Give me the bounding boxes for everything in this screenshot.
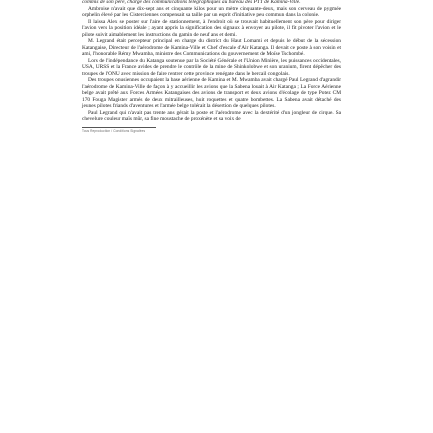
- paragraph: M. Legrand était percepteur principal en charge du district du Haut Lomami et depuis le début de la sécession Katangaise, Directeur de l'aérodrome de Kamina-Ville et Chef d'escale d'Air Katanga. Il devait ce poste à son voisin et ami, l'honorable Rémy Mwamba, ministre des Communications du gouvernement de Moïse Tschombé.: [82, 38, 341, 57]
- paragraph: Des troupes onusiennes occupaient la base aérienne de Kamina et M. Mwamba avait chargé Paul Legrand d'agrandir l'aérodrome de Kamina-Ville de façon à y accueillir les avions que la Sabena louait à Air Katanga ; La Force Aérienne belge avait prêté aux Forces Armées Katangaises des avions de transport et deux avions d'écolage de type Potez CM 170 Fouga Magister armés de deux mitrailleuses, huit roquettes et quatre bombettes. La Sabena avait détaché des jeunes pilotes friands d'aventures et l'armée belge tolérait la désertion de quelques pilotes.: [82, 77, 341, 109]
- paragraph-continuation: commis de son père, chargé des communications télégraphiques au bureau des PTT de Kamina-Ville.: [82, 0, 301, 5]
- paragraph: Paul Legrand qui n'avait pas trente ans gérait la poste et l'aérodrome avec la dextérité d'un jongleur de cirque. Sa chevelure couleur maïs mûr, sa fine moustache de proxénète et sa voix de: [82, 109, 341, 122]
- text-column: [82, 0, 341, 133]
- footnote-divider: [82, 127, 156, 128]
- paragraph: Ambroise n'avait que dix-sept ans et cinquante kilos pour un mètre cinquante-deux, mais son cerveau de pygmée orphelin élevé par les Cisterciennes compensait sa taille par un esprit d'initiative peu commun dans la colonie.: [82, 5, 341, 18]
- paragraph: Lors de l'indépendance du Katanga soutenue par la Société Générale et l'Union Minière, les puissances occidentales, USA, URSS et la France avides de prendre le contrôle de la mine de Shinkolobwe et son uranium, firent dépêcher des troupes de l'ONU avec mission de faire rentrer cette province renégate dans le bercail congolais.: [82, 57, 341, 77]
- footnote: Tous Reproduction / Conditions Signalées: [82, 128, 146, 133]
- paragraph: Il laissa Alex se poster sur l'aire de stationnement, à l'endroit où se trouvait habituellement son père pour diriger l'avion vers la position idéale ; ayant appris la signification des signaux à envoyer au pilote, il fit pivoter l'avion et le pilote suivit aimablement les instructions du gamin de neuf ans et demi.: [82, 18, 341, 38]
